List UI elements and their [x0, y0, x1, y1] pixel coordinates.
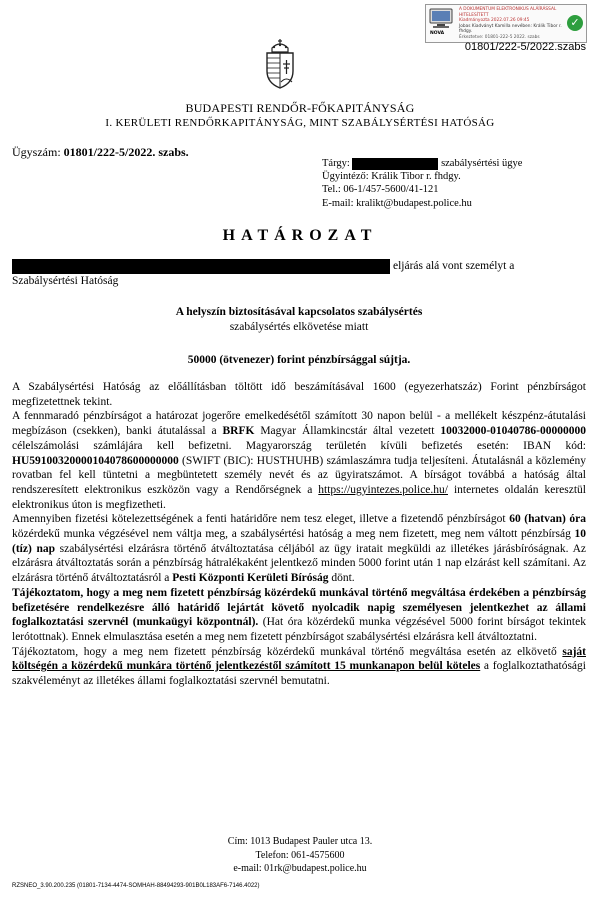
paragraph-4: Tájékoztatom, hogy a meg nem fizetett pénzbírság közérdekű munkával történő megváltása érdekében a pénzbírság befizetésére rendelkezésre álló határidő lejártát követő nyolcadik napig személyesen jelentkezhet az állami foglalkoztatási szervnél (munkaügyi központnál). (Hat óra közérdekű munka végzésével 5000 forint bírságot tekintek lerótottnak). Ennek elmulasztása esetén a meg nem fizetett pénzbírságot szabálysértési elzárásra kell átváltoztatni. — [12, 586, 586, 643]
redaction-bar — [352, 158, 438, 170]
document-code: RZSNEO_3.90.200.235 (01801-7134-4474-SOMHAH-88494293-901B0L183AF6-7146.4022) — [12, 883, 260, 889]
document-title: HATÁROZAT — [222, 227, 378, 244]
redaction-bar — [12, 259, 390, 274]
paragraph-1: A Szabálysértési Hatóság az előállításban töltött idő beszámításával 1600 (egyezerhatszáz) Forint pénzbírságot megfizetettnek tekint. — [12, 381, 586, 408]
stamp-text: A DOKUMENTUM ELEKTRONIKUS ALÁÍRÁSSAL HITELESÍTETT Kiadmányozta 2022.07.26 09:45 Jobas Kiadványt Kamilla nevében: Králik Tibor r. fhdgy. Érkeztetve: 01801-222-5 2022. szabs — [459, 7, 562, 40]
payment-portal-link[interactable]: https://ugyintezes.police.hu/ — [318, 483, 448, 496]
case-number: 01801/222-5/2022. szabs. — [63, 145, 189, 159]
paragraph-2: A fennmaradó pénzbírságot a határozat jogerőre emelkedésétől számított 30 napon belül - a mellékelt készpénz-átutalási megbízáson (csekken), banki átutalással a BRFK Magyar Államkincstár által vezetett 10032000-01040786-00000000 célelszámolási számlájára kell befizetni. Magyarország területén kívüli befizetés esetén: IBAN kód: HU59100320000104078600000000 (SWIFT (BIC): HUSTHUHB) számlaszámra tudja teljesíteni. Átutalásnál a közlemény rovatban fel kell tüntetni a megbüntetett személy nevét és az ügyiratszámot. A bírságot továbbá a hatóság által rendszeresített elektronikus eszközön vagy a Rendőrségnek a https://ugyintezes.police.hu/ internetes oldalán keresztül elektronikus úton is megfizetheti. — [12, 410, 586, 511]
offense-reason: szabálysértés elkövetése miatt — [229, 320, 369, 333]
phone-line: Tel.: 06-1/457-5600/41-121 — [322, 184, 439, 196]
organization-name: BUDAPESTI RENDŐR-FŐKAPITÁNYSÁG — [185, 101, 415, 115]
case-info-block — [322, 157, 522, 210]
footer-contact — [0, 835, 600, 876]
paragraph-3: Amennyiben fizetési kötelezettségének a fenti határidőre nem tesz eleget, illetve a fizetendő pénzbírságot 60 (hatvan) óra közérdekű munka végzésével nem váltja meg, a szabálysértési hatóság a meg nem fizetett, meg nem váltott pénzbírság 10 (tíz) nap szabálysértési elzárásra történő átváltoztatása céljából az ügy iratait megküldi az illetékes járásbíróságnak. Az elzárásra átváltoztatás során a pénzbírság hátralékaként jelentkező minden 5000 forint után 1 nap elzárást kell számítani. Az elzárásra történő átváltoztatásról a Pesti Központi Kerületi Bíróság dönt. — [12, 513, 586, 585]
case-number-label: Ügyszám: — [12, 145, 61, 159]
coat-of-arms-icon — [259, 38, 301, 90]
footer-address: Cím: 1013 Budapest Pauler utca 13. — [227, 836, 373, 847]
electronic-signature-stamp — [425, 4, 587, 43]
offense-name: A helyszín biztosításával kapcsolatos szabálysértés — [175, 306, 423, 318]
footer-email: e-mail: 01rk@budapest.police.hu — [233, 863, 367, 874]
stamp-logo-text: NOVA — [430, 31, 445, 36]
case-number-line — [12, 145, 189, 160]
email-line: E-mail: kralikt@budapest.police.hu — [322, 197, 472, 209]
paragraph-5: Tájékoztatom, hogy a meg nem fizetett pénzbírság közérdekű munkával történő megváltása esetén az elkövető saját költségén a közérdekű munkára történő jelentkezéstől számított 15 munkanapon belül köteles a foglalkoztathatósági szakvéleményt az illetékes állami foglalkoztatási szervnél bemutatni. — [12, 645, 586, 688]
computer-icon — [429, 8, 453, 30]
intro-paragraph: eljárás alá vont személyt a Szabálysértési Hatóság — [12, 260, 515, 287]
department-name: I. KERÜLETI RENDŐRKAPITÁNYSÁG, MINT SZABÁLYSÉRTÉSI HATÓSÁG — [105, 117, 495, 129]
officer-line: Ügyintéző: Králik Tibor r. fhdgy. — [322, 171, 461, 183]
verified-check-icon: ✓ — [567, 15, 583, 31]
subject-line: Tárgy: szabálysértési ügye — [322, 158, 523, 169]
fine-amount: 50000 (ötvenezer) forint pénzbírsággal sújtja. — [187, 354, 411, 366]
header-reference-number: 01801/222-5/2022.szabs — [464, 41, 586, 53]
body-text — [12, 380, 586, 689]
footer-phone: Telefon: 061-4575600 — [255, 849, 345, 861]
offense-block — [12, 305, 586, 334]
